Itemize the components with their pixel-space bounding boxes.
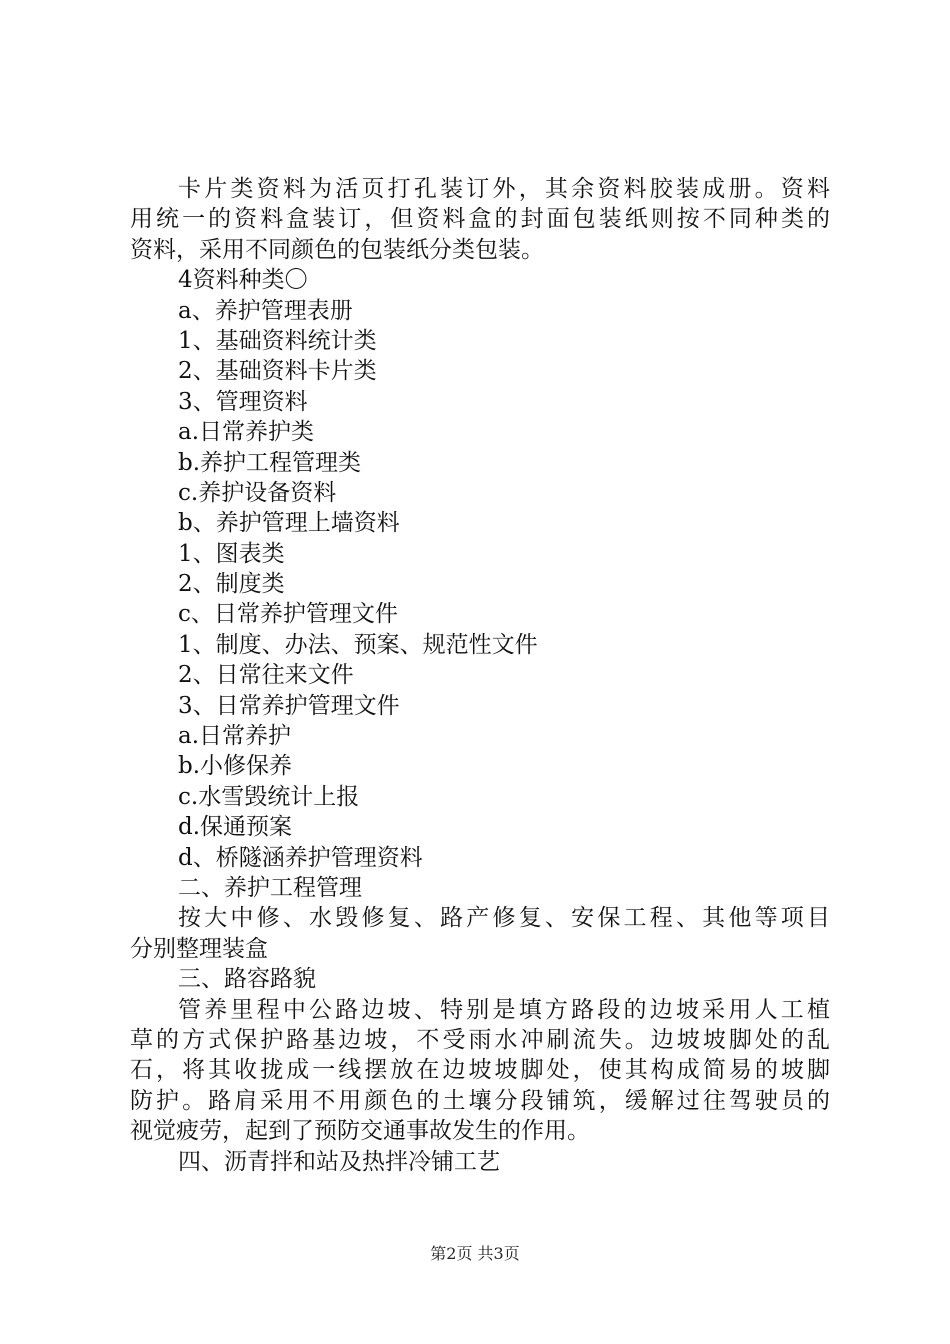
text-line: a、养护管理表册 xyxy=(178,297,353,324)
text-line: 1、制度、办法、预案、规范性文件 xyxy=(178,631,538,658)
text-line: 分别整理装盒 xyxy=(130,935,268,962)
text-line: d.保通预案 xyxy=(178,814,293,841)
text-line: 3、日常养护管理文件 xyxy=(178,692,400,719)
text-line: 1、图表类 xyxy=(178,540,285,567)
text-line: c.水雪毁统计上报 xyxy=(178,783,360,810)
text-line: 用统一的资料盒装订，但资料盒的封面包装纸则按不同种类的 xyxy=(130,206,830,233)
text-line: a.日常养护 xyxy=(178,723,292,750)
text-line: c、日常养护管理文件 xyxy=(178,601,398,628)
text-line: b.小修保养 xyxy=(178,753,293,780)
text-line: 2、基础资料卡片类 xyxy=(178,358,377,385)
text-line: c.养护设备资料 xyxy=(178,479,337,506)
text-line: b.养护工程管理类 xyxy=(178,449,362,476)
text-line: b、养护管理上墙资料 xyxy=(178,510,400,537)
page-footer: 第2页 共3页 xyxy=(430,1244,520,1263)
text-line: 管养里程中公路边坡、特别是填方路段的边坡采用人工植 xyxy=(178,996,830,1023)
document-body xyxy=(130,174,830,1177)
text-line: 石，将其收拢成一线摆放在边坡坡脚处，使其构成简易的坡脚 xyxy=(130,1057,830,1084)
text-line: 3、管理资料 xyxy=(178,388,308,415)
text-line: 四、沥青拌和站及热拌冷铺工艺 xyxy=(178,1148,500,1175)
text-line: 三、路容路貌 xyxy=(178,966,316,993)
text-line: a.日常养护类 xyxy=(178,419,315,446)
text-line: 草的方式保护路基边坡，不受雨水冲刷流失。边坡坡脚处的乱 xyxy=(130,1026,830,1053)
text-line: 视觉疲劳，起到了预防交通事故发生的作用。 xyxy=(130,1118,590,1145)
text-line: 1、基础资料统计类 xyxy=(178,327,377,354)
text-line: 2、制度类 xyxy=(178,571,285,598)
text-line: 卡片类资料为活页打孔装订外，其余资料胶装成册。资料 xyxy=(178,176,830,202)
text-line: 防护。路肩采用不用颜色的土壤分段铺筑，缓解过往驾驶员的 xyxy=(130,1087,830,1114)
text-line: 4资料种类〇 xyxy=(178,267,308,294)
text-line: d、桥隧涵养护管理资料 xyxy=(178,844,423,871)
text-line: 2、日常往来文件 xyxy=(178,662,354,689)
text-line: 按大中修、水毁修复、路产修复、安保工程、其他等项目 xyxy=(178,905,830,932)
text-line: 资料，采用不同颜色的包装纸分类包装。 xyxy=(130,236,544,263)
text-line: 二、养护工程管理 xyxy=(178,874,362,901)
